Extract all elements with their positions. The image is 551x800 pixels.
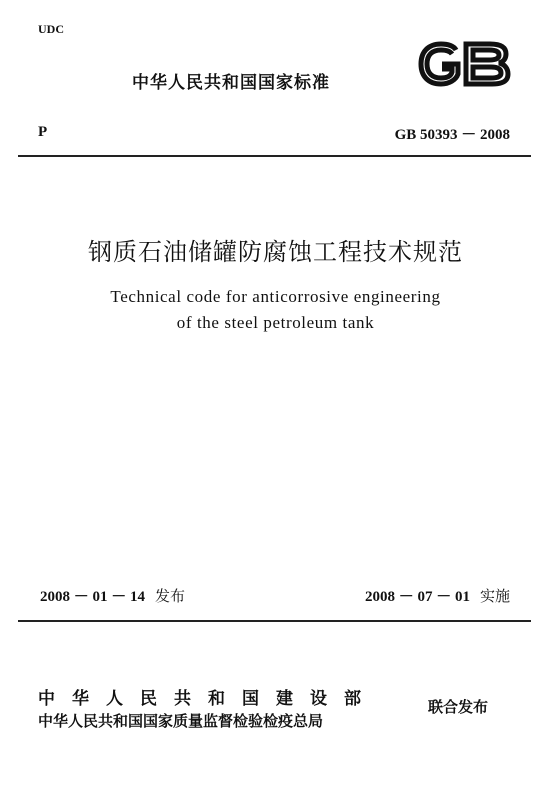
top-divider <box>18 155 531 157</box>
bottom-divider <box>18 620 531 622</box>
issue-date: 2008 － 01 － 14 <box>40 589 146 605</box>
standard-code: GB 50393 － 2008 <box>394 127 510 143</box>
publisher-aqsiq: 中华人民共和国国家质量监督检验检疫总局 <box>38 712 324 730</box>
chinese-title: 钢质石油储罐防腐蚀工程技术规范 <box>88 238 463 266</box>
publisher-ministry: 中华人民共和国建设部 <box>38 689 378 709</box>
issue-label: 发布 <box>155 587 186 605</box>
implementation-date: 2008 － 07 － 01 <box>364 589 470 605</box>
issue-date-block <box>40 585 185 606</box>
joint-publish-label: 联合发布 <box>428 698 489 716</box>
national-standard-title: 中华人民共和国国家标准 <box>132 73 330 93</box>
english-title <box>0 284 551 336</box>
udc-label: UDC <box>38 22 64 36</box>
implementation-label: 实施 <box>479 587 510 605</box>
english-title-line-1: Technical code for anticorrosive engineering <box>110 287 441 306</box>
english-title-line-2: of the steel petroleum tank <box>176 313 375 332</box>
gb-logo <box>416 40 512 88</box>
category-code: P <box>38 124 48 140</box>
implementation-date-block <box>365 585 510 606</box>
